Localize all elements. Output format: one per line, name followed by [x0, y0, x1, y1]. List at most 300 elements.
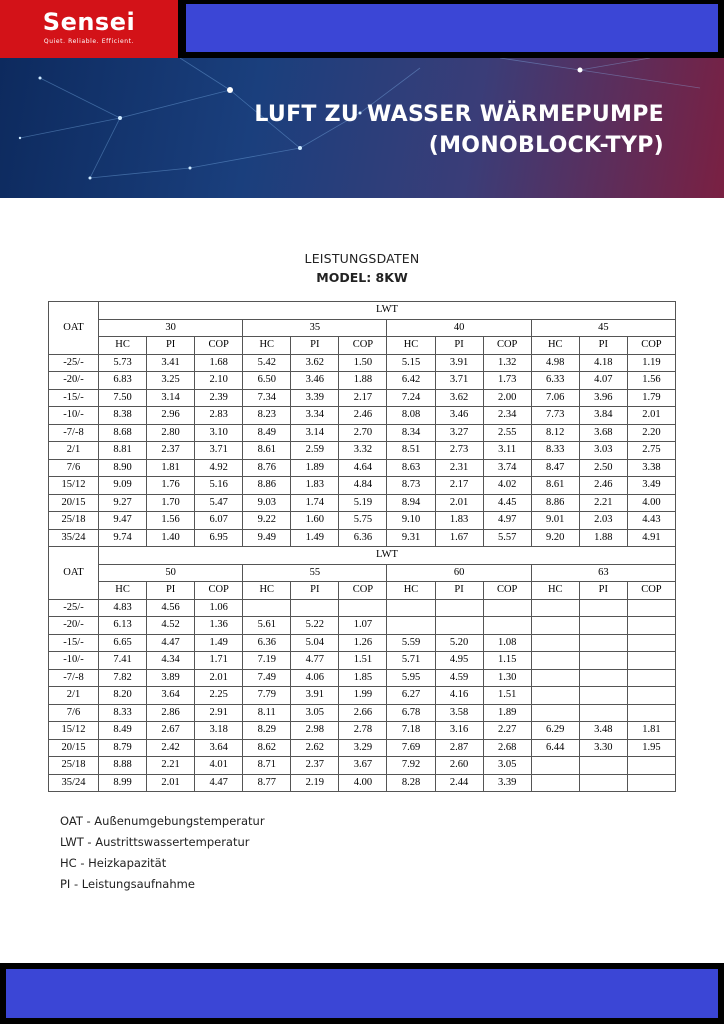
value-cell: 1.68: [195, 354, 243, 372]
value-cell: 3.30: [579, 739, 627, 757]
value-cell: 7.49: [243, 669, 291, 687]
table-row: [49, 512, 676, 530]
value-cell: 6.78: [387, 704, 435, 722]
table-row: [49, 757, 676, 775]
value-cell: 1.83: [435, 512, 483, 530]
value-cell: 7.19: [243, 652, 291, 670]
value-cell: 3.18: [195, 722, 243, 740]
value-cell: 4.45: [483, 494, 531, 512]
value-cell: 8.99: [99, 774, 147, 792]
value-cell: 9.74: [99, 529, 147, 547]
value-cell: 5.75: [339, 512, 387, 530]
value-cell: 3.34: [291, 407, 339, 425]
value-cell: [483, 617, 531, 635]
value-cell: 8.47: [531, 459, 579, 477]
value-cell: [579, 757, 627, 775]
column-header: PI: [579, 582, 627, 600]
oat-cell: 20/15: [49, 739, 99, 757]
value-cell: 3.58: [435, 704, 483, 722]
value-cell: [435, 599, 483, 617]
oat-header: OAT: [49, 302, 99, 355]
value-cell: 8.79: [99, 739, 147, 757]
value-cell: 5.71: [387, 652, 435, 670]
value-cell: [531, 669, 579, 687]
header-row-temperatures: [49, 564, 676, 582]
value-cell: 1.36: [195, 617, 243, 635]
table-row: [49, 617, 676, 635]
value-cell: 4.34: [147, 652, 195, 670]
header-row-columns: [49, 582, 676, 600]
value-cell: 9.01: [531, 512, 579, 530]
value-cell: 4.02: [483, 477, 531, 495]
value-cell: 4.83: [99, 599, 147, 617]
value-cell: [531, 599, 579, 617]
value-cell: 1.06: [195, 599, 243, 617]
value-cell: 8.63: [387, 459, 435, 477]
value-cell: 2.78: [339, 722, 387, 740]
value-cell: 8.62: [243, 739, 291, 757]
value-cell: 3.48: [579, 722, 627, 740]
oat-cell: 2/1: [49, 687, 99, 705]
value-cell: 8.33: [99, 704, 147, 722]
table-row: [49, 354, 676, 372]
value-cell: 1.08: [483, 634, 531, 652]
lwt-temperature-header: 50: [99, 564, 243, 582]
value-cell: 4.16: [435, 687, 483, 705]
value-cell: 4.43: [627, 512, 675, 530]
oat-cell: -20/-: [49, 617, 99, 635]
value-cell: 5.19: [339, 494, 387, 512]
column-header: HC: [387, 337, 435, 355]
value-cell: 2.20: [627, 424, 675, 442]
banner-title-line2: (MONOBLOCK-TYP): [428, 133, 664, 158]
value-cell: [531, 774, 579, 792]
value-cell: 4.64: [339, 459, 387, 477]
brand-logo: [0, 0, 178, 58]
value-cell: [291, 599, 339, 617]
value-cell: 7.06: [531, 389, 579, 407]
value-cell: [531, 617, 579, 635]
column-header: COP: [483, 582, 531, 600]
value-cell: 2.87: [435, 739, 483, 757]
oat-cell: 7/6: [49, 459, 99, 477]
value-cell: 8.20: [99, 687, 147, 705]
value-cell: 1.56: [627, 372, 675, 390]
value-cell: 1.30: [483, 669, 531, 687]
column-header: PI: [291, 337, 339, 355]
value-cell: 2.10: [195, 372, 243, 390]
oat-cell: 25/18: [49, 512, 99, 530]
value-cell: 8.94: [387, 494, 435, 512]
value-cell: 4.00: [627, 494, 675, 512]
brand-name: Sensei: [42, 8, 136, 36]
value-cell: 2.73: [435, 442, 483, 460]
value-cell: 2.21: [147, 757, 195, 775]
value-cell: 4.84: [339, 477, 387, 495]
column-header: COP: [627, 337, 675, 355]
value-cell: 9.20: [531, 529, 579, 547]
value-cell: 1.19: [627, 354, 675, 372]
value-cell: [531, 634, 579, 652]
oat-cell: 35/24: [49, 774, 99, 792]
value-cell: 4.77: [291, 652, 339, 670]
value-cell: 6.13: [99, 617, 147, 635]
column-header: PI: [435, 337, 483, 355]
oat-cell: 7/6: [49, 704, 99, 722]
value-cell: 8.73: [387, 477, 435, 495]
lwt-temperature-header: 63: [531, 564, 675, 582]
value-cell: 5.73: [99, 354, 147, 372]
value-cell: 6.95: [195, 529, 243, 547]
value-cell: 8.29: [243, 722, 291, 740]
section-title: LEISTUNGSDATEN: [304, 251, 420, 266]
value-cell: 2.50: [579, 459, 627, 477]
value-cell: 1.85: [339, 669, 387, 687]
oat-cell: 15/12: [49, 477, 99, 495]
value-cell: 2.31: [435, 459, 483, 477]
value-cell: 3.46: [291, 372, 339, 390]
value-cell: 7.92: [387, 757, 435, 775]
value-cell: [483, 599, 531, 617]
value-cell: [579, 774, 627, 792]
oat-cell: 15/12: [49, 722, 99, 740]
value-cell: 5.16: [195, 477, 243, 495]
value-cell: 9.03: [243, 494, 291, 512]
value-cell: 2.83: [195, 407, 243, 425]
value-cell: 2.17: [339, 389, 387, 407]
value-cell: 8.88: [99, 757, 147, 775]
value-cell: 3.05: [483, 757, 531, 775]
oat-cell: 25/18: [49, 757, 99, 775]
value-cell: 1.56: [147, 512, 195, 530]
value-cell: 3.64: [195, 739, 243, 757]
table-row: [49, 494, 676, 512]
oat-cell: -7/-8: [49, 424, 99, 442]
oat-cell: 20/15: [49, 494, 99, 512]
table-row: [49, 774, 676, 792]
column-header: COP: [339, 337, 387, 355]
value-cell: 4.56: [147, 599, 195, 617]
table-row: [49, 704, 676, 722]
lwt-temperature-header: 45: [531, 319, 675, 337]
value-cell: 3.89: [147, 669, 195, 687]
performance-table: [48, 301, 676, 792]
value-cell: 7.79: [243, 687, 291, 705]
value-cell: 1.81: [627, 722, 675, 740]
value-cell: 8.86: [243, 477, 291, 495]
value-cell: 2.86: [147, 704, 195, 722]
header-row-columns: [49, 337, 676, 355]
table-row: [49, 739, 676, 757]
value-cell: 2.46: [339, 407, 387, 425]
value-cell: 2.75: [627, 442, 675, 460]
value-cell: 8.86: [531, 494, 579, 512]
value-cell: 3.16: [435, 722, 483, 740]
oat-cell: -25/-: [49, 354, 99, 372]
value-cell: 6.83: [99, 372, 147, 390]
legend-pi: PI - Leistungsaufnahme: [60, 877, 195, 891]
value-cell: 1.70: [147, 494, 195, 512]
value-cell: 2.37: [291, 757, 339, 775]
value-cell: 4.95: [435, 652, 483, 670]
column-header: COP: [339, 582, 387, 600]
value-cell: 7.69: [387, 739, 435, 757]
value-cell: 1.81: [147, 459, 195, 477]
value-cell: 1.67: [435, 529, 483, 547]
value-cell: [627, 704, 675, 722]
value-cell: 8.12: [531, 424, 579, 442]
column-header: PI: [291, 582, 339, 600]
value-cell: 8.77: [243, 774, 291, 792]
value-cell: 2.66: [339, 704, 387, 722]
value-cell: 5.22: [291, 617, 339, 635]
value-cell: 2.44: [435, 774, 483, 792]
value-cell: 3.96: [579, 389, 627, 407]
value-cell: 2.34: [483, 407, 531, 425]
table-row: [49, 459, 676, 477]
column-header: HC: [387, 582, 435, 600]
value-cell: 2.21: [579, 494, 627, 512]
value-cell: 1.89: [291, 459, 339, 477]
value-cell: 2.70: [339, 424, 387, 442]
value-cell: 2.25: [195, 687, 243, 705]
network-graphic: [0, 58, 724, 198]
value-cell: 4.06: [291, 669, 339, 687]
oat-cell: 2/1: [49, 442, 99, 460]
value-cell: 8.61: [531, 477, 579, 495]
value-cell: 6.07: [195, 512, 243, 530]
value-cell: 7.50: [99, 389, 147, 407]
table-row: [49, 529, 676, 547]
table-row: [49, 407, 676, 425]
value-cell: 4.91: [627, 529, 675, 547]
value-cell: [579, 652, 627, 670]
value-cell: 3.74: [483, 459, 531, 477]
value-cell: 5.20: [435, 634, 483, 652]
value-cell: 1.40: [147, 529, 195, 547]
column-header: COP: [195, 337, 243, 355]
column-header: HC: [99, 582, 147, 600]
value-cell: 5.95: [387, 669, 435, 687]
value-cell: 9.47: [99, 512, 147, 530]
value-cell: 3.64: [147, 687, 195, 705]
value-cell: 7.73: [531, 407, 579, 425]
value-cell: 3.91: [435, 354, 483, 372]
value-cell: 7.34: [243, 389, 291, 407]
value-cell: 1.88: [579, 529, 627, 547]
value-cell: 8.28: [387, 774, 435, 792]
value-cell: 8.38: [99, 407, 147, 425]
value-cell: 4.98: [531, 354, 579, 372]
value-cell: 2.59: [291, 442, 339, 460]
value-cell: [627, 774, 675, 792]
value-cell: 1.49: [291, 529, 339, 547]
value-cell: [579, 599, 627, 617]
value-cell: 3.39: [291, 389, 339, 407]
value-cell: 3.32: [339, 442, 387, 460]
value-cell: 1.26: [339, 634, 387, 652]
value-cell: 7.41: [99, 652, 147, 670]
value-cell: 2.39: [195, 389, 243, 407]
legend-lwt: LWT - Austrittswassertemperatur: [60, 835, 250, 849]
table-row: [49, 652, 676, 670]
value-cell: 4.97: [483, 512, 531, 530]
hero-banner: [0, 58, 724, 198]
value-cell: 9.31: [387, 529, 435, 547]
lwt-temperature-header: 40: [387, 319, 531, 337]
value-cell: 1.51: [483, 687, 531, 705]
legend-hc: HC - Heizkapazität: [60, 856, 167, 870]
value-cell: 9.10: [387, 512, 435, 530]
value-cell: 1.88: [339, 372, 387, 390]
column-header: PI: [579, 337, 627, 355]
value-cell: 3.41: [147, 354, 195, 372]
value-cell: 1.60: [291, 512, 339, 530]
value-cell: 8.33: [531, 442, 579, 460]
value-cell: 7.24: [387, 389, 435, 407]
value-cell: [627, 687, 675, 705]
header-row-temperatures: [49, 319, 676, 337]
value-cell: [579, 687, 627, 705]
value-cell: 9.27: [99, 494, 147, 512]
value-cell: 6.50: [243, 372, 291, 390]
value-cell: 4.52: [147, 617, 195, 635]
value-cell: 3.03: [579, 442, 627, 460]
table-row: [49, 722, 676, 740]
value-cell: [531, 652, 579, 670]
lwt-header: LWT: [99, 302, 676, 320]
value-cell: 3.71: [435, 372, 483, 390]
value-cell: 1.32: [483, 354, 531, 372]
value-cell: 1.83: [291, 477, 339, 495]
value-cell: 5.42: [243, 354, 291, 372]
value-cell: 6.33: [531, 372, 579, 390]
value-cell: 3.67: [339, 757, 387, 775]
value-cell: 3.11: [483, 442, 531, 460]
value-cell: 4.47: [195, 774, 243, 792]
value-cell: 1.95: [627, 739, 675, 757]
value-cell: 3.84: [579, 407, 627, 425]
footer-blue-panel: [4, 967, 720, 1020]
value-cell: 5.57: [483, 529, 531, 547]
table-row: [49, 669, 676, 687]
value-cell: 2.42: [147, 739, 195, 757]
table-row: [49, 599, 676, 617]
value-cell: 3.29: [339, 739, 387, 757]
value-cell: 5.47: [195, 494, 243, 512]
value-cell: 2.60: [435, 757, 483, 775]
value-cell: 1.07: [339, 617, 387, 635]
value-cell: 8.34: [387, 424, 435, 442]
column-header: HC: [531, 337, 579, 355]
value-cell: 3.25: [147, 372, 195, 390]
value-cell: 3.39: [483, 774, 531, 792]
value-cell: 9.09: [99, 477, 147, 495]
model-title: MODEL: 8KW: [316, 270, 408, 285]
value-cell: 8.76: [243, 459, 291, 477]
value-cell: 4.00: [339, 774, 387, 792]
oat-cell: -10/-: [49, 407, 99, 425]
value-cell: [387, 599, 435, 617]
value-cell: 3.91: [291, 687, 339, 705]
column-header: HC: [531, 582, 579, 600]
column-header: HC: [243, 582, 291, 600]
value-cell: 1.51: [339, 652, 387, 670]
value-cell: 4.92: [195, 459, 243, 477]
value-cell: 6.29: [531, 722, 579, 740]
oat-cell: -7/-8: [49, 669, 99, 687]
value-cell: 2.01: [195, 669, 243, 687]
value-cell: 6.65: [99, 634, 147, 652]
oat-cell: -10/-: [49, 652, 99, 670]
value-cell: 2.00: [483, 389, 531, 407]
table-row: [49, 442, 676, 460]
table-row: [49, 372, 676, 390]
value-cell: 8.08: [387, 407, 435, 425]
oat-cell: -15/-: [49, 389, 99, 407]
value-cell: 2.46: [579, 477, 627, 495]
column-header: PI: [147, 337, 195, 355]
value-cell: 1.76: [147, 477, 195, 495]
value-cell: 2.01: [627, 407, 675, 425]
value-cell: 9.49: [243, 529, 291, 547]
banner-title-line1: LUFT ZU WASSER WÄRMEPUMPE: [254, 102, 664, 127]
table-row: [49, 424, 676, 442]
value-cell: 2.17: [435, 477, 483, 495]
value-cell: [579, 634, 627, 652]
lwt-header: LWT: [99, 547, 676, 565]
value-cell: 5.61: [243, 617, 291, 635]
value-cell: [531, 704, 579, 722]
value-cell: 2.91: [195, 704, 243, 722]
value-cell: [627, 669, 675, 687]
value-cell: 6.44: [531, 739, 579, 757]
value-cell: 3.62: [291, 354, 339, 372]
value-cell: 2.03: [579, 512, 627, 530]
value-cell: 1.71: [195, 652, 243, 670]
value-cell: 8.81: [99, 442, 147, 460]
table-row: [49, 477, 676, 495]
value-cell: 1.50: [339, 354, 387, 372]
value-cell: 3.46: [435, 407, 483, 425]
value-cell: 5.04: [291, 634, 339, 652]
value-cell: [531, 757, 579, 775]
value-cell: 8.90: [99, 459, 147, 477]
value-cell: 8.68: [99, 424, 147, 442]
value-cell: 4.18: [579, 354, 627, 372]
value-cell: 3.71: [195, 442, 243, 460]
value-cell: [387, 617, 435, 635]
table-row: [49, 687, 676, 705]
value-cell: 8.71: [243, 757, 291, 775]
value-cell: 2.80: [147, 424, 195, 442]
value-cell: 2.27: [483, 722, 531, 740]
value-cell: 2.01: [435, 494, 483, 512]
table-row: [49, 389, 676, 407]
value-cell: 9.22: [243, 512, 291, 530]
value-cell: 4.01: [195, 757, 243, 775]
column-header: COP: [627, 582, 675, 600]
value-cell: 6.27: [387, 687, 435, 705]
lwt-temperature-header: 30: [99, 319, 243, 337]
value-cell: 3.62: [435, 389, 483, 407]
value-cell: 3.10: [195, 424, 243, 442]
lwt-temperature-header: 55: [243, 564, 387, 582]
value-cell: [243, 599, 291, 617]
value-cell: 8.49: [99, 722, 147, 740]
value-cell: 1.15: [483, 652, 531, 670]
value-cell: [579, 669, 627, 687]
